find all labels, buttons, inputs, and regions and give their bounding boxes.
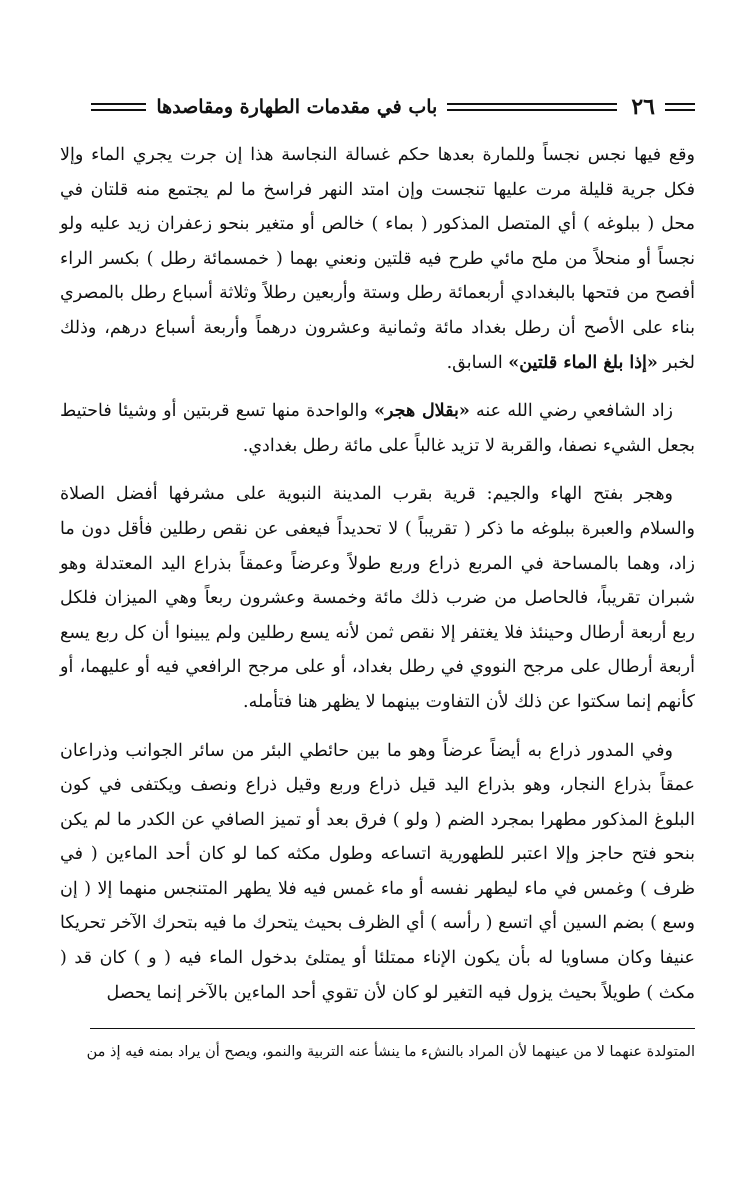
paragraph-2-text-a: زاد الشافعي رضي الله عنه: [469, 401, 674, 422]
header-rule-right: [665, 103, 695, 111]
paragraph-2: [60, 394, 695, 463]
hadith-quote-1: «إذا بلغ الماء قلتين»: [508, 352, 658, 373]
page-number: ٢٦: [631, 94, 655, 120]
paragraph-4: وفي المدور ذراع به أيضاً عرضاً وهو ما بين حائطي البئر من سائر الجوانب وذراعان عمقاً بذراع النجار، وهو بذراع اليد قيل ذراع وربع وقيل ذراع ونصف ويكتفى في كون البلوغ المذكور مطهرا بمجرد الضم ( ولو ) فرق بعد أو تميز الصافي عن الكدر ما لم يكن بنحو فتح حاجز وإلا اعتبر للطهورية اتساعه وطول مكثه كما لو كان أحد الماءين ( في ظرف ) وغمس في ماء ليطهر نفسه أو ماء غمس فيه فلا يطهر المتنجس منهما إلا ( إن وسع ) بضم السين أي اتسع ( رأسه ) أي الظرف بحيث يتحرك ما فيه بتحرك الآخر تحريكا عنيفا وكان مساويا له بأن يكون الإناء ممتلئا أو يمتلئ بدخول الماء فيه ( و ) كان قد ( مكث ) طويلاً بحيث يزول فيه التغير لو كان لأن تقوي أحد الماءين بالآخر إنما يحصل: [60, 740, 695, 1003]
paragraph-1-text-b: السابق.: [446, 352, 509, 373]
paragraph-1-text-a: وقع فيها نجس نجساً وللمارة بعدها حكم غسالة النجاسة هذا إن جرت يجري الماء وإلا فكل جرية قليلة مرت عليها تنجست وإن امتد النهر فراسخ ما لم يجتمع منه قلتان في محل ( ببلوغه ) أي المتصل المذكور ( بماء ) خالص أو متغير بنحو زعفران زيد عليه ولو نجساً أو منحلاً من ملح مائي طرح فيه قلتين ونعني بهما ( خمسمائة رطل ) بكسر الراء أفصح من فتحها بالبغدادي أربعمائة رطل وستة وأربعين رطلاً وثلاثة أسباع رطل بالمصري بناء على الأصح أن رطل بغداد مائة وثمانية وعشرون درهماً وأربعة أسباع درهم، وذلك لخبر: [60, 145, 695, 373]
page-header: [60, 92, 695, 122]
footnote-divider: [90, 1028, 695, 1029]
hadith-quote-2: «بقلال هجر»: [374, 401, 470, 422]
paragraph-1: [60, 138, 695, 380]
paragraph-3: وهجر بفتح الهاء والجيم: قرية بقرب المدينة النبوية على مشرفها أفضل الصلاة والسلام والعبرة ببلوغه ما ذكر ( تقريباً ) لا تحديداً فيعفى عن نقص رطلين فأقل دون ما زاد، وهما بالمساحة في المربع ذراع وربع طولاً وعرضاً وعمقاً بذراع اليد المعتدلة وهو شبران تقريباً، فالحاصل من ضرب ذلك مائة وخمسة وعشرون ربعاً وهي الميزان فلكل ربع أربعة أرطال وحينئذ فلا يغتفر إلا نقص ثمن لأنه يسع رطلين ولم يبينوا أن كل ربع يسع أربعة أرطال على مرجح النووي في رطل بغداد، أو على مرجح الرافعي فيه أو عليهما، أو كأنهم إنما سكتوا عن ذلك لأن التفاوت بينهما لا يظهر هنا فتأمله.: [60, 484, 695, 712]
main-text: [60, 138, 695, 1010]
header-rule-middle: [447, 103, 617, 111]
running-title: باب في مقدمات الطهارة ومقاصدها: [156, 96, 438, 118]
paragraph-2-text-b: والواحدة منها تسع قربتين أو وشيئا فاحتيط بجعل الشيء نصفا، والقربة لا تزيد غالباً على مائة رطل بغدادي.: [60, 401, 695, 456]
footnote: المتولدة عنهما لا من عينهما لأن المراد بالنشء ما ينشأ عنه التربية والنمو، ويصح أن يراد بمنه فيه إذ من: [86, 1044, 695, 1060]
header-rule-left: [91, 103, 146, 111]
